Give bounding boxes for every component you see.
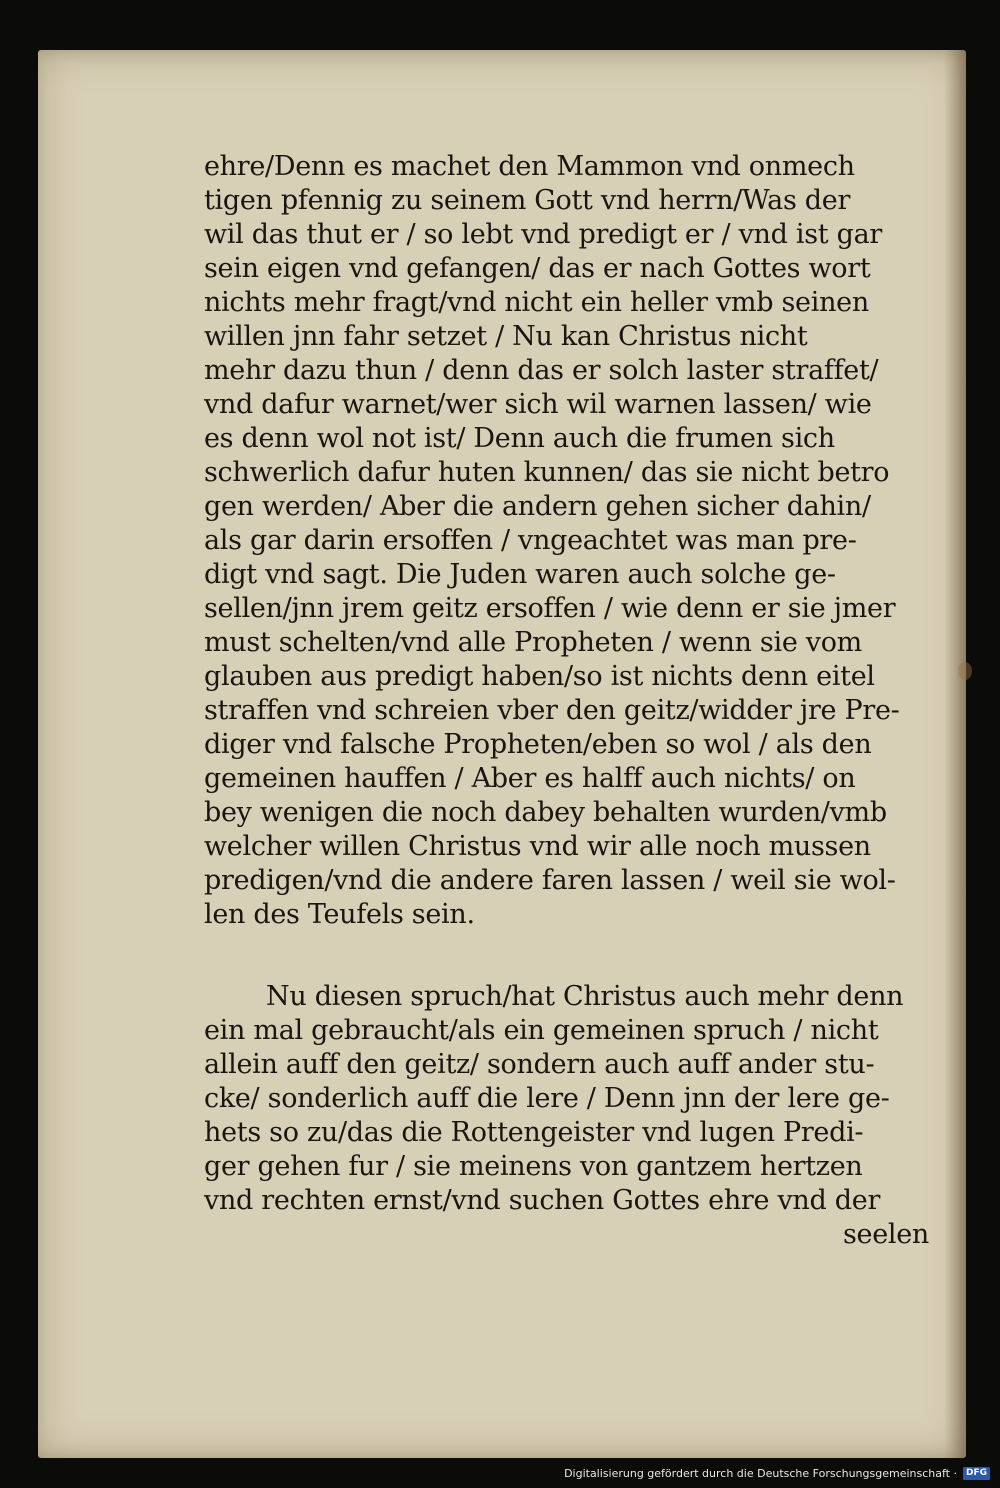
paragraph-2 bbox=[204, 980, 944, 1218]
text-line: digt vnd sagt. Die Juden waren auch solche ge- bbox=[204, 559, 836, 590]
text-line: predigen/vnd die andere faren lassen / weil sie wol- bbox=[204, 865, 896, 896]
funding-footer bbox=[564, 1464, 990, 1482]
text-line: allein auff den geitz/ sondern auch auff ander stu- bbox=[204, 1049, 875, 1080]
text-line: must schelten/vnd alle Propheten / wenn sie vom bbox=[204, 627, 862, 658]
text-line: hets so zu/das die Rottengeister vnd lugen Predi- bbox=[204, 1117, 864, 1148]
dfg-logo-icon: DFG bbox=[963, 1467, 990, 1480]
text-line: sellen/jnn jrem geitz ersoffen / wie denn er sie jmer bbox=[204, 593, 896, 624]
text-line: Nu diesen spruch/hat Christus auch mehr denn bbox=[266, 981, 904, 1012]
text-line: ehre/Denn es machet den Mammon vnd onmech bbox=[204, 151, 855, 182]
text-line: welcher willen Christus vnd wir alle noch mussen bbox=[204, 831, 871, 862]
paragraph-gap bbox=[204, 932, 944, 980]
text-line: tigen pfennig zu seinem Gott vnd herrn/Was der bbox=[204, 185, 851, 216]
text-line: mehr dazu thun / denn das er solch laster straffet/ bbox=[204, 355, 879, 386]
text-line: es denn wol not ist/ Denn auch die frumen sich bbox=[204, 423, 835, 454]
text-line: sein eigen vnd gefangen/ das er nach Gottes wort bbox=[204, 253, 871, 284]
text-line: gen werden/ Aber die andern gehen sicher dahin/ bbox=[204, 491, 871, 522]
text-line: vnd dafur warnet/wer sich wil warnen lassen/ wie bbox=[204, 389, 872, 420]
text-line: vnd rechten ernst/vnd suchen Gottes ehre vnd der bbox=[204, 1185, 881, 1216]
text-line: bey wenigen die noch dabey behalten wurden/vmb bbox=[204, 797, 887, 828]
catchword: seelen bbox=[842, 1219, 929, 1250]
text-line: schwerlich dafur huten kunnen/ das sie nicht betro bbox=[204, 457, 890, 488]
text-line: ein mal gebraucht/als ein gemeinen spruch / nicht bbox=[204, 1015, 879, 1046]
text-line: len des Teufels sein. bbox=[204, 899, 475, 930]
text-line: cke/ sonderlich auff die lere / Denn jnn der lere ge- bbox=[204, 1083, 890, 1114]
text-line: wil das thut er / so lebt vnd predigt er / vnd ist gar bbox=[204, 219, 882, 250]
text-line: gemeinen hauffen / Aber es halff auch nichts/ on bbox=[204, 763, 856, 794]
text-line: willen jnn fahr setzet / Nu kan Christus nicht bbox=[204, 321, 808, 352]
page-text bbox=[204, 150, 944, 1252]
text-line: diger vnd falsche Propheten/eben so wol / als den bbox=[204, 729, 872, 760]
page-edge-shadow bbox=[944, 50, 966, 1458]
text-line: straffen vnd schreien vber den geitz/widder jre Pre- bbox=[204, 695, 900, 726]
paragraph-1 bbox=[204, 150, 944, 932]
text-line: nichts mehr fragt/vnd nicht ein heller vmb seinen bbox=[204, 287, 869, 318]
text-line: als gar darin ersoffen / vngeachtet was man pre- bbox=[204, 525, 857, 556]
paper-stain bbox=[958, 662, 972, 680]
text-line: ger gehen fur / sie meinens von gantzem hertzen bbox=[204, 1151, 863, 1182]
text-line: glauben aus predigt haben/so ist nichts denn eitel bbox=[204, 661, 875, 692]
footer-credit: Digitalisierung gefördert durch die Deutsche Forschungsgemeinschaft · bbox=[564, 1466, 957, 1480]
